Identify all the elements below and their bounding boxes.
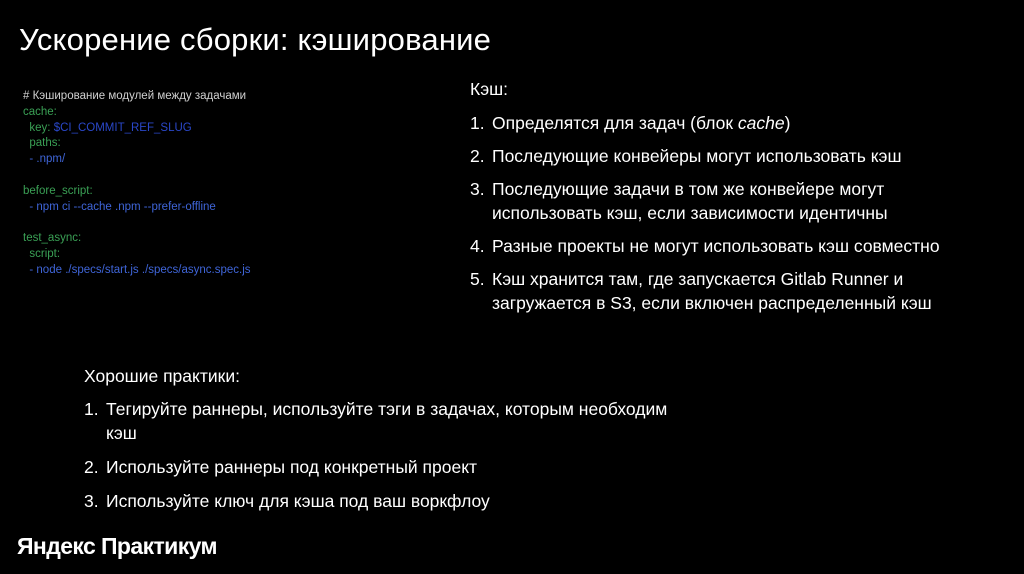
cache-list-item: [470, 177, 1024, 225]
list-number: 1.: [84, 399, 99, 419]
cache-list-item: [470, 144, 1024, 168]
code-token: test_async:: [23, 232, 82, 245]
slide-title: Ускорение сборки: кэширование: [19, 22, 492, 57]
list-text-emphasis: cache: [737, 113, 785, 133]
list-text: [106, 397, 804, 445]
code-token: script:: [23, 247, 61, 260]
code-line: [23, 105, 251, 121]
practices-section: [84, 364, 804, 523]
code-token: # Кэширование модулей между задачами: [23, 90, 247, 102]
list-text-continuation: загружается в S3, если включен распределенный кэш: [492, 293, 932, 313]
list-number: 3.: [84, 491, 99, 511]
code-token: key:: [23, 121, 54, 134]
list-text-main: Тегируйте раннеры, используйте тэги в задачах, которым необходим: [106, 399, 668, 419]
code-snippet: [23, 89, 251, 279]
code-token: cache:: [23, 105, 57, 118]
code-line: [23, 215, 251, 231]
code-token: - .npm/: [23, 153, 66, 166]
list-text: [492, 177, 1024, 225]
code-token: - node ./specs/start.js ./specs/async.spec.js: [23, 263, 251, 276]
list-text-main: Кэш хранится там, где запускается Gitlab Runner и: [492, 269, 904, 289]
code-line: [23, 184, 251, 200]
cache-list-item: [470, 234, 1024, 258]
list-text: [492, 144, 1024, 168]
list-text-continuation: использовать кэш, если зависимости идентичны: [492, 203, 888, 223]
brand-logo: Яндекс Практикум: [17, 533, 217, 559]
cache-list: [470, 111, 1024, 315]
list-text-main: Используйте ключ для кэша под ваш воркфлоу: [106, 491, 490, 511]
list-number: 2.: [84, 457, 99, 477]
list-number: 4.: [470, 236, 485, 256]
code-line: [23, 168, 251, 184]
code-line: [23, 247, 251, 263]
list-text: [492, 111, 1024, 135]
practices-heading: Хорошие практики:: [84, 366, 240, 386]
code-line: [23, 200, 251, 216]
code-line: [23, 263, 251, 279]
list-number: 3.: [470, 179, 485, 199]
list-text: [106, 455, 804, 479]
code-line: [23, 152, 251, 168]
list-text-continuation: кэш: [106, 423, 137, 443]
practices-list-item: [84, 455, 804, 479]
code-token: - npm ci --cache .npm --prefer-offline: [23, 200, 216, 213]
list-text-main: Последующие задачи в том же конвейере могут: [492, 179, 885, 199]
cache-section: [470, 77, 1024, 324]
code-token: paths:: [23, 137, 61, 150]
code-token: before_script:: [23, 184, 93, 197]
list-text-suffix: ): [784, 113, 791, 133]
cache-heading: Кэш:: [470, 79, 509, 99]
list-text: [106, 489, 804, 513]
list-text-main: Используйте раннеры под конкретный проект: [106, 457, 478, 477]
code-line: [23, 89, 251, 105]
code-line: [23, 121, 251, 137]
list-number: 5.: [470, 269, 485, 289]
practices-list: [84, 397, 804, 513]
cache-list-item: [470, 111, 1024, 135]
code-token: $CI_COMMIT_REF_SLUG: [53, 121, 192, 134]
practices-list-item: [84, 397, 804, 445]
code-line: [23, 136, 251, 152]
list-number: 1.: [470, 113, 485, 133]
list-text: [492, 267, 1024, 315]
list-text: [492, 234, 1024, 258]
practices-list-item: [84, 489, 804, 513]
cache-list-item: [470, 267, 1024, 315]
list-number: 2.: [470, 146, 485, 166]
list-text-main: Разные проекты не могут использовать кэш совместно: [492, 236, 940, 256]
list-text-main: Последующие конвейеры могут использовать кэш: [492, 146, 902, 166]
list-text-main: Определятся для задач (блок: [492, 113, 738, 133]
code-line: [23, 231, 251, 247]
